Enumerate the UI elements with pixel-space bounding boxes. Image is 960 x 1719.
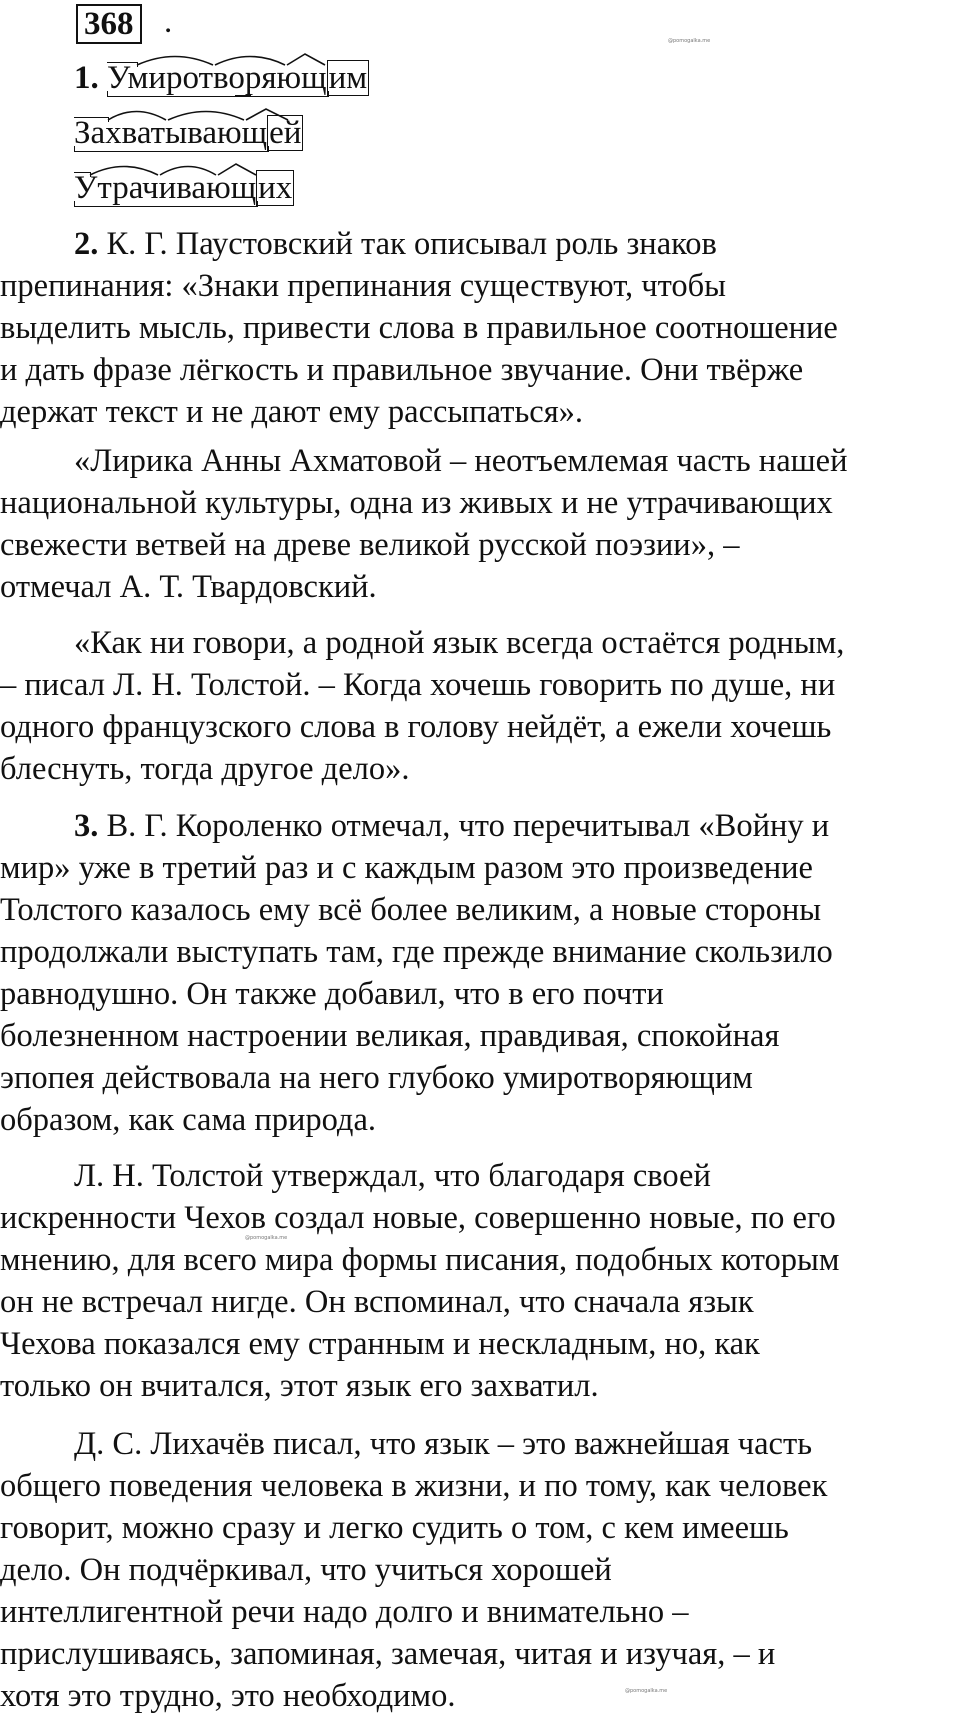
base-mark: [74, 146, 269, 152]
word-stem-2: Захватывающ: [74, 113, 267, 153]
paragraph-akhmatova: [0, 440, 960, 608]
root-arc: [88, 162, 288, 176]
morpheme-word-3: [74, 168, 294, 208]
paragraph-task-3: [0, 805, 960, 1141]
root-arc: [106, 107, 296, 121]
paragraph-text: «Лирика Анны Ахматовой – неотъемлемая часть нашей национальной культуры, одна из живых и не утрачивающих свежести ветвей на древе великой русской поэзии», – отмечал А. Т. Твардовский.: [0, 443, 848, 605]
paragraph-text: «Как ни говори, а родной язык всегда остаётся родным, – писал Л. Н. Толстой. – Когда хочешь говорить по душе, ни одного французского слова в голову нейдёт, а ежели хочешь блеснуть, тогда другое дело».: [0, 625, 845, 787]
paragraph-tolstoy-language: [0, 622, 960, 790]
watermark: @pomogalka.me: [668, 38, 711, 44]
task-1-label: 1.: [74, 60, 99, 96]
root-arc: [135, 52, 335, 66]
paragraph-task-2: [0, 223, 960, 433]
ending-box: ей: [269, 115, 302, 151]
morpheme-word-1: [74, 58, 369, 98]
ending-box: их: [258, 170, 293, 206]
paragraph-text: Л. Н. Толстой утверждал, что благодаря своей искренности Чехов создал новые, совершенно новые, по его мнению, для всего мира формы писания, подобных которым он не встречал нигде. Он вспоминал, что сначала язык Чехова показался ему странным и нескладным, но, как только он вчитался, этот язык его захватил.: [0, 1158, 840, 1404]
watermark: @pomogalka.me: [245, 1235, 288, 1241]
watermark: @pomogalka.me: [625, 1688, 668, 1694]
paragraph-text: Д. С. Лихачёв писал, что язык – это важнейшая часть общего поведения человека в жизни, и по тому, как человек говорит, можно сразу и легко судить о том, с кем имеешь дело. Он подчёркивал, что учиться хорошей интеллигентной речи надо долго и внимательно – прислушиваясь, запоминая, замечая, читая и изучая, – и хотя это трудно, это необходимо.: [0, 1426, 828, 1714]
morpheme-word-2: [74, 113, 303, 153]
paragraph-text: В. Г. Короленко отмечал, что перечитывал «Войну и мир» уже в третий раз и с каждым разом это произведение Толстого казалось ему всё более великим, а новые стороны продолжали выступать там, где прежде внимание скользило равнодушно. Он также добавил, что в его почти болезненном настроении великая, правдивая, спокойная эпопея действовала на него глубоко умиротворяющим образом, как сама природа.: [0, 808, 833, 1138]
paragraph-likhachev: [0, 1423, 960, 1717]
word-stem-3: Утрачивающ: [74, 168, 256, 208]
prefix-mark: [74, 117, 109, 122]
paragraph-chekhov: [0, 1155, 960, 1407]
task-2-label: 2.: [74, 226, 99, 262]
exercise-number-dot: .: [164, 4, 173, 40]
paragraph-text: К. Г. Паустовский так описывал роль знаков препинания: «Знаки препинания существуют, чтобы выделить мысль, привести слова в правильное соотношение и дать фразе лёгкость и правильное звучание. Они твёрже держат текст и не дают ему рассыпаться».: [0, 226, 838, 430]
exercise-number: 368: [76, 4, 142, 44]
base-mark: [74, 201, 258, 207]
task-3-label: 3.: [74, 808, 99, 844]
word-stem-1: Умиротворяющ: [107, 58, 327, 98]
prefix-mark: [107, 62, 138, 67]
ending-box: им: [328, 60, 368, 96]
base-mark: [107, 91, 329, 97]
